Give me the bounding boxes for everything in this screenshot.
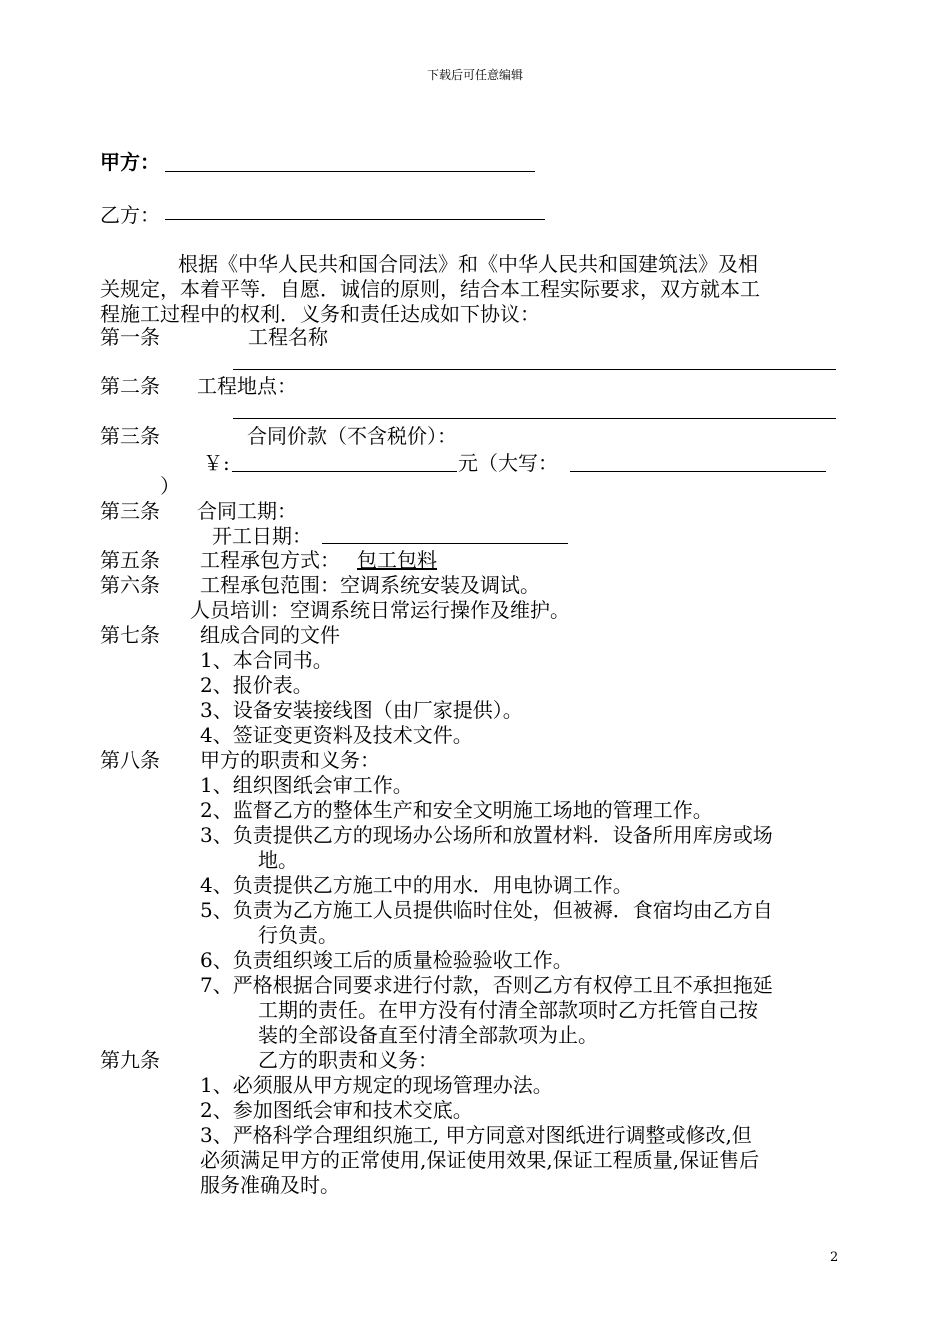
article-9-item-cont: 服务准确及时。 xyxy=(200,1173,340,1197)
article-8-item: 1、组织图纸会审工作。 xyxy=(200,773,413,797)
project-location-blank xyxy=(233,418,836,419)
article-8-num: 第八条 xyxy=(100,748,160,772)
price-close-paren: ） xyxy=(160,474,180,498)
price-uppercase-blank xyxy=(570,471,826,472)
article-8-item: 2、监督乙方的整体生产和安全文明施工场地的管理工作。 xyxy=(200,798,713,822)
article-8-title: 甲方的职责和义务： xyxy=(200,748,380,772)
price-yuan-label: 元（大写： xyxy=(458,451,558,475)
article-5-num: 第五条 xyxy=(100,548,160,572)
article-8-item-cont: 行负责。 xyxy=(258,923,338,947)
start-date-label: 开工日期： xyxy=(212,524,312,548)
article-6-training: 人员培训：空调系统日常运行操作及维护。 xyxy=(190,598,570,622)
article-3-title: 合同价款（不含税价）： xyxy=(247,424,457,448)
article-7-title: 组成合同的文件 xyxy=(200,623,340,647)
page-number: 2 xyxy=(830,1250,839,1265)
article-5-title: 工程承包方式： xyxy=(200,548,340,572)
intro-line-3: 程施工过程中的权利．义务和责任达成如下协议： xyxy=(100,302,540,326)
project-name-blank xyxy=(233,369,836,370)
page-header-note: 下载后可任意编辑 xyxy=(426,68,523,82)
article-7-item: 4、签证变更资料及技术文件。 xyxy=(200,723,473,747)
intro-line-1: 根据《中华人民共和国合同法》和《中华人民共和国建筑法》及相 xyxy=(178,252,758,276)
article-4-title: 合同工期： xyxy=(197,499,297,523)
article-8-item: 5、负责为乙方施工人员提供临时住处，但被褥．食宿均由乙方自 xyxy=(200,898,773,922)
article-5-value: 包工包料 xyxy=(357,548,437,572)
article-2-num: 第二条 xyxy=(100,374,160,398)
article-8-item: 6、负责组织竣工后的质量检验验收工作。 xyxy=(200,948,573,972)
price-amount-blank xyxy=(232,471,457,472)
article-8-item-cont: 地。 xyxy=(258,848,298,872)
article-7-item: 2、报价表。 xyxy=(200,673,313,697)
article-2-title: 工程地点： xyxy=(197,374,297,398)
article-8-item: 7、严格根据合同要求进行付款，否则乙方有权停工且不承担拖延 xyxy=(200,973,773,997)
article-9-item: 2、参加图纸会审和技术交底。 xyxy=(200,1098,473,1122)
article-9-item-cont: 必须满足甲方的正常使用,保证使用效果,保证工程质量,保证售后 xyxy=(200,1148,760,1172)
article-3-num: 第三条 xyxy=(100,424,160,448)
article-1-title: 工程名称 xyxy=(248,325,328,349)
article-9-num: 第九条 xyxy=(100,1048,160,1072)
article-7-num: 第七条 xyxy=(100,623,160,647)
article-1-num: 第一条 xyxy=(100,325,160,349)
article-8-item: 3、负责提供乙方的现场办公场所和放置材料．设备所用库房或场 xyxy=(200,823,773,847)
article-8-item-cont: 工期的责任。在甲方没有付清全部款项时乙方托管自己按 xyxy=(258,998,758,1022)
party-a-label: 甲方： xyxy=(100,150,160,174)
article-6-title: 工程承包范围：空调系统安装及调试。 xyxy=(200,573,540,597)
party-b-blank xyxy=(165,219,545,220)
article-9-item: 3、严格科学合理组织施工, 甲方同意对图纸进行调整或修改,但 xyxy=(200,1123,752,1147)
article-8-item: 4、负责提供乙方施工中的用水．用电协调工作。 xyxy=(200,873,633,897)
article-7-item: 3、设备安装接线图（由厂家提供）。 xyxy=(200,698,523,722)
article-6-num: 第六条 xyxy=(100,573,160,597)
price-yen-label: ￥: xyxy=(203,451,230,475)
article-4-num: 第三条 xyxy=(100,499,160,523)
article-7-item: 1、本合同书。 xyxy=(200,648,333,672)
party-b-label: 乙方： xyxy=(100,203,160,227)
start-date-blank xyxy=(322,543,568,544)
intro-line-2: 关规定，本着平等．自愿．诚信的原则，结合本工程实际要求，双方就本工 xyxy=(100,277,760,301)
party-a-blank xyxy=(165,171,535,172)
article-9-item: 1、必须服从甲方规定的现场管理办法。 xyxy=(200,1073,553,1097)
article-8-item-cont: 装的全部设备直至付清全部款项为止。 xyxy=(258,1023,598,1047)
article-9-title: 乙方的职责和义务： xyxy=(258,1048,438,1072)
